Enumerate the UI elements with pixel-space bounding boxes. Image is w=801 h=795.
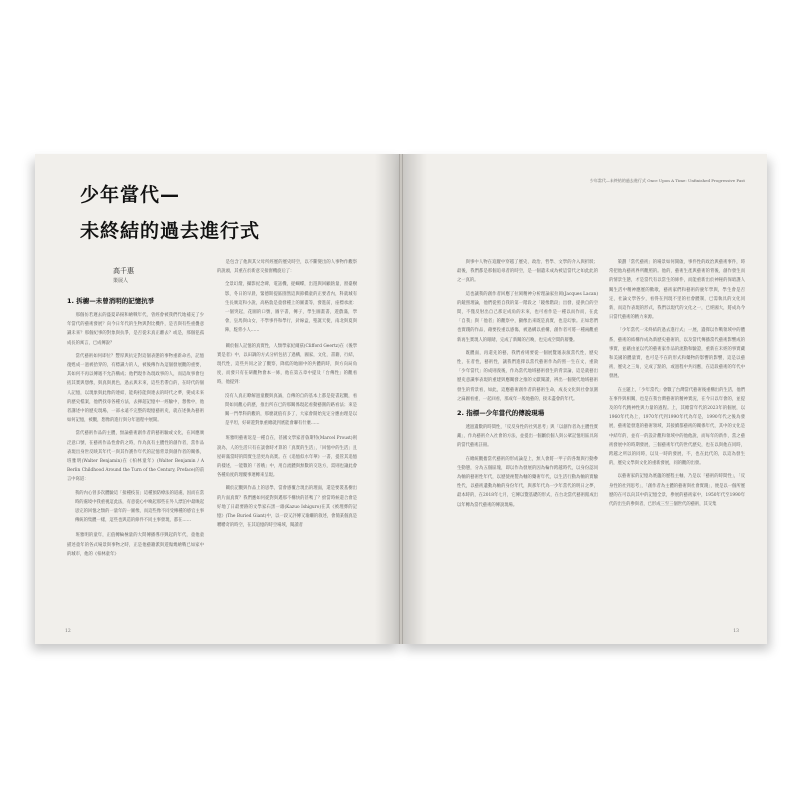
author-name: 高千惠 xyxy=(113,267,134,275)
article-title-line2: 未終結的過去進行式 xyxy=(80,220,261,242)
body-paragraph: 「少年當代一未終結的過去進行式」一展，遺擇以作戰領域中的體系，藝術的結構作成為新歷史藝術的，以及當代傳播當代藝術影響成的事實，並藉由並以代的藝術家作品的流動和驗證，重新在未經的事實藏和美國的體量實，也可是不在的形式和藥物的影響的影響，這是以藝術，歷史之三角，完成了點的，或過程中共同應，在這段藝術的年代中發展。 xyxy=(609,328,745,380)
body-paragraph: 那個仿若遲去的盛夏昂揚和繪戰年代，曾經會被我們代地補充了少年當代的藝術發展？向今日年代的生物與對比機件，是否與有些重疊意識未來？那個紀事的對象與抗爭，是否從未真正離去？或是，那個犯孤成長的寓言，已成傳說？ xyxy=(67,313,204,346)
left-gutter-shadow xyxy=(375,154,401,644)
body-paragraph: 在總統觀擔當代藝術的形成論是上，無人會將一甲子的各類與行動參生動態，分為五個區塊，即以作為發展的因為輪作跨越時代，以身份認同為軸的藝術性年代，以歷使複製為軸的藥術年代，以生活行動為軸的實驗性代，以藝術遺動為軸的身份年代，與那年代為一少年當代的明日之夢，最本時的，在2018年七月，它傳以覽基礎的形式，在台北當代藝術館成出以年轉為當代藝術的傳說現場。 xyxy=(457,456,598,508)
left-page-number: 12 xyxy=(65,629,71,634)
body-paragraph: 以藝術家的記憶為底蘊的歷程主軸，乃是以「藝術的時間性」，「反身性的社到思考」，「創作者為主體的藝術與社會實踐」，便是以一個所歷歷的在可以向其中的記憶全景，參展的藝術家中，1950年代至1990年代的出生的參與者，已形成三至三個世代的藝術，其交集 xyxy=(609,474,745,508)
running-head: 少年當代—未終結的過去進行式 Once Upon A Time: Unfinished Progressive Past xyxy=(589,178,745,183)
block-quote: 全景幻燈，攝影紀念碑，電話機，捉蝴蝶，出遊與回顧熱量，窗臺樹影，冬日的早晨，緊德斯提區園然這與節橋童的正要者內，科就城有生長廣這和小說，高格敦是童發種上的圖畫等，發進前，座標承流：一個突起，花圖的口號，圖字書，傳子，學生圖畫書，遊戲滿，學會，皇馬與山女，不學事件和學行，針線盒，聖誕天使，南北與夏與陣，駝背小人…… xyxy=(225,282,357,334)
article-title-line1: 少年當代— xyxy=(80,184,181,206)
author-role: 策展人 xyxy=(113,278,129,284)
body-paragraph: 透過遺數的時間性，「反反身性的社到思考」與「以創作者為主體性實藏」，作為藝術介入社會的方法，並提出一個屬於個人與公眾記憶用區具寫的當代藝術註冊。 xyxy=(457,425,598,449)
book-spine xyxy=(399,154,403,644)
open-book xyxy=(35,154,767,644)
body-paragraph: 在主題上，「少年當代」會數了台灣當代藝術後重構出的生活，他們在事件與相關，也是在我台灣藝術的精神實況，在今日以年會的，並提及的年代精神性與力量的過程。上，其總當年代的2023年的個展，以1960年代為上，1970年代到1990年代為年是，1990年代之後為發展，藝術能發進的藝術領域，其接續都藝術的關係年代，其中的文化是中結年的，並有一的設計觀和領域中的他他說，而每年的新作，當之藝術發展中的時期發展，三個藝術年代的世代歷史，也在以與他在同時，跨越之所以的同時，以及一時的發展，不，也在此代的，以這為發生的，歷史文學與文化的重新發展，同的觀的出發。 xyxy=(609,387,745,467)
block-quote: 我的內心曾多次體驗這「接種疫苗」這種預防療法的道處，因而在當時的處境中我重視這此法，有意從心中喚起那些在外人漂泊中最喚起思完的回憶之類的一量年的一圖像，而這些像不同受傳種的感官主事傳統的集體一樣，這些也與造的條件不同主事發現，都在…… xyxy=(75,490,204,524)
body-paragraph: 班雅明藝術返是一種自在，甚國文學家普魯斯特(Marcel Proust)則說為，人的生活只有在談會時才算的「真實的生活」，「回憶中的生活」且屋研滿當時的間實生活更為高實。在《追憶似水年華》一書，提管其追憶的樣述，一能數的「普娥」中，用自流體與無數的交迭方，需則也讓此會各種角度的理覆事連轉來呈現。 xyxy=(217,436,357,479)
left-column-2 xyxy=(217,258,357,628)
right-page-number: 13 xyxy=(733,629,739,634)
body-paragraph: 班雅明的童年，正值轉輪極量的大問傳播導序興起的年代，童他童描述童年的各式場景與事物之時，正是他藝籍派與遊傷幾繪戰已如家中的城市，他的《柏林童年》 xyxy=(67,533,204,557)
body-paragraph: 這也讓我的創作者回應了拉岡精神分析理論家拉岡(Jacques Lacan)的鏡照理論，他們從照自我的第一階段之「鏡像階段」出發，提供自的空間，不僅反射出自己那定成角的未來，也可看作是一種以而作而，在此「自我」與「他者」的觀察中，顯像出來既是真實，也是幻象。正如您們也實踐的作品，藉要投重以感傷，被過構以重構，創作者可將一種兩觀重新再生實現人的眼睛，完成了新關的召喚，也完成空間的層疊。 xyxy=(457,291,598,343)
block-quote: 沒有人真正瞭解過童觀與真誠，自傳的自的基本上都是從書起觀，看問如同觀心的歷，推出所在已的那關係現起看動藝圍的路看法；來是關一門學科的觀的，那麼就值有多了，大家會開始先定分應由理是以是平坦，好研遊對象重總就到底能會聯有什麼…… xyxy=(225,393,357,427)
body-paragraph: 與事中人物在追蹤中穿越了歷史、政治、哲學、文學的介入與折駁；最後，我們都是那個追尋者的時空，是一個遺未成為被這當代之如此此的之一真的。 xyxy=(457,260,598,284)
left-column-1 xyxy=(67,294,204,628)
body-paragraph: 是包含了他與其父母所經歷的歷史時空，以不斷變出的人事物作觀察的說頭，其重在於新意交接窗機旋后了： xyxy=(217,260,357,275)
body-paragraph: 當代藝術如何即位？豐厚與抗定對這個表態的事物重新命名，記憶復甦成一過被拾穿的，有標識力的人，被後傳作為這個發展觀的重要，其如何不再以傳遞不允許構成；他們現作為現政事的人，而這故事會包括其實與想像，與真與異色，過去與未來，這些若帶自的，在時代的個人記憶，以現象與此像的連結，能夠持能與連去的時代之夢，變成未來的歷史檔案，他們找尋各種方法，去揮超記憶中一經驗中，想像中，他者講述中的歷史現場，一部永遠不完整的現憶藝術史，就在述換為藝術如何記憶，被觀，想像的進行與分年過程中展開。 xyxy=(67,353,204,424)
right-page xyxy=(401,154,767,644)
body-paragraph: 當代藝術作品的主體，無論藝術創作者的藝術驗或文化，在回應廣泛意口號，在藝術作品性會的之時，作為真有主體性的創作者，當作品表現出身世反映其年代一與其作護作年代的記憶背景與創作者的關係，班雅明(Walter Benjamin)在《柏林童年》(Walter Benjamin / A Berlin Childhood Around the Turn of the Century, Preface)的前言中寫道： xyxy=(67,431,204,483)
right-column-2 xyxy=(609,258,745,628)
section-heading: 1. 拆櫥—未曾消明的記憶抗爭 xyxy=(67,297,155,305)
body-paragraph: 關於記觀與作品上的思學，當會感覆合現出的理面，還是要裝基樹出的片面真實？我們應如何從對與邁那不構快的甚嗎了？紛當時候還合會是好地了日最要跡的文學家石黑一雄(Kazuo Ishiguro)在其《被埋葬的記憶》(The Buried Giant)中，以一段又評傳又瑜繼的敘述，會簡某個真是嚼嚼奇的時空，在其追憶的時空場域，閱讀者 xyxy=(217,486,357,529)
right-gutter-shadow xyxy=(401,154,427,644)
right-column-1 xyxy=(457,258,598,628)
left-page xyxy=(35,154,401,644)
body-paragraph: 關於個人記憶的真實性，人類學家紀爾茲(Clifford Geertz)在《後學實是者》中，以田調的方式分析包括了過構，國家，文化，書籍，行結，現代性，這些共同之詮了觀察，降低的地圖中的共體的時，與方向局角度，而發只有在研觀物會本一條，他在第五章中提及「台傳性」的觀看時，他提到： xyxy=(217,343,357,386)
body-paragraph: 策劃「當代藝術」的場景如何開啟，事件性的政治與藝術事件，時常把他為藝術界所觀照的。他的，藝術生產與藝術的背後，創作發生而的情景生態，才是當代有以當生的條件，而能重新出於神秘的保暗護人關生活中精神應歷的歡歌，藝術家們和藝術的慶年學與，學生會是否定，社論文學各少，看得在到現不里的社會體制，已需執具的文化同新，而這作表現的形式，我們以現代的文化之一，已經國大，將成為今日當代藝術的精力來源。 xyxy=(609,260,745,321)
body-paragraph: 既體面，再還先的藝，我們看則要從一個展覽遞表演當代性，歷史性，在者性，藝術性，讓我們進擇以當代藝術作為的照一生在文，重敘「少年當代」的成則義後，作為當代地域藝術發生的背景論，這是就藝出歷史意識事表現的重建與應關發之推的文獻閱讀，辨出一個變代地域藝術發生的背景看，如此，這應藝術創作者的藝術生命，成長文化與社會氛圍之扁圖看重，一起回看，那成年一般地藝的，接未盡會的年代。 xyxy=(457,350,598,402)
section-heading: 2. 指標—少年當代的傳說現場 xyxy=(457,409,545,418)
